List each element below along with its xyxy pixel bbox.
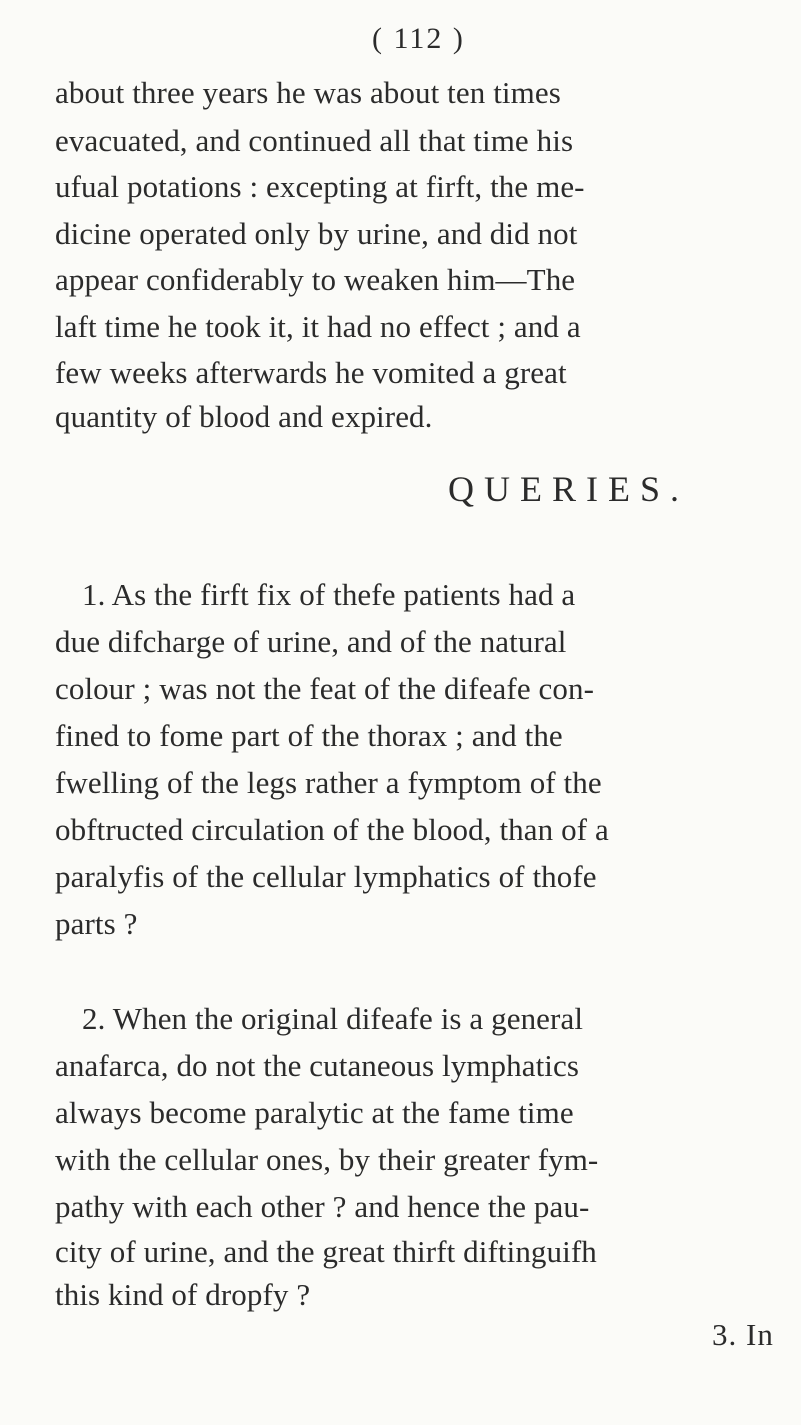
text-line: quantity of blood and expired. [55,399,433,434]
query-1-line-7: paralyfis of the cellular lymphatics of thofe [55,859,597,894]
catchword: 3. In [712,1317,774,1352]
page-number: ( 112 ) [372,22,465,55]
text-line: appear confiderably to weaken him—The [55,262,576,297]
text-line: evacuated, and continued all that time his [55,123,574,158]
query-2-line-6: city of urine, and the great thirft diftinguifh [55,1234,597,1269]
query-2-line-4: with the cellular ones, by their greater fym- [55,1142,599,1177]
query-1-line-2: due difcharge of urine, and of the natural [55,624,567,659]
text-line: ufual potations : excepting at firft, the me- [55,169,585,204]
query-1-line-8: parts ? [55,906,138,941]
text-line: few weeks afterwards he vomited a great [55,355,567,390]
query-2-line-2: anafarca, do not the cutaneous lymphatics [55,1048,580,1083]
section-title: QUERIES. [448,469,689,509]
query-1-line-3: colour ; was not the feat of the difeafe con- [55,671,595,706]
query-1-line-1: 1. As the firft fix of thefe patients had a [82,577,576,612]
query-2-line-5: pathy with each other ? and hence the pau- [55,1189,590,1224]
query-2-line-3: always become paralytic at the fame time [55,1095,574,1130]
query-1-line-6: obftructed circulation of the blood, than of a [55,812,609,847]
query-2-line-7: this kind of dropfy ? [55,1277,311,1312]
text-line: dicine operated only by urine, and did not [55,216,578,251]
query-1-line-4: fined to fome part of the thorax ; and the [55,718,563,753]
query-2-line-1: 2. When the original difeafe is a general [82,1001,584,1036]
text-line: about three years he was about ten times [55,75,561,110]
query-1-line-5: fwelling of the legs rather a fymptom of the [55,765,602,800]
text-line: laft time he took it, it had no effect ; and a [55,309,581,344]
